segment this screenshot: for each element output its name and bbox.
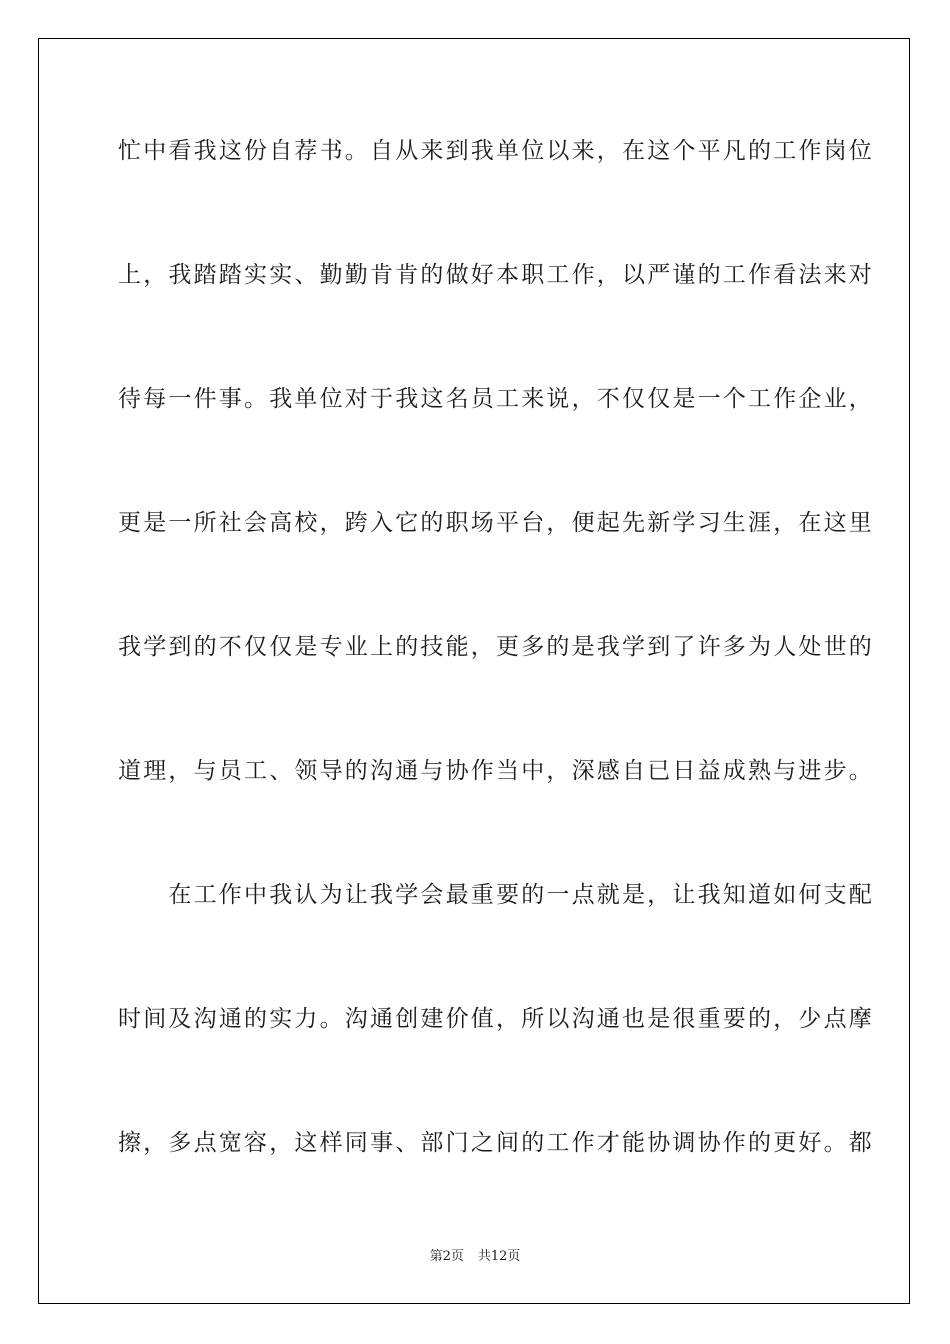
text-line: 在工作中我认为让我学会最重要的一点就是，让我知道如何支配 [118, 882, 874, 908]
page-border [38, 38, 910, 1304]
text-line: 时间及沟通的实力。沟通创建价值，所以沟通也是很重要的，少点摩 [118, 1006, 874, 1032]
text-line: 我学到的不仅仅是专业上的技能，更多的是我学到了许多为人处世的 [118, 634, 874, 660]
text-line: 忙中看我这份自荐书。自从来到我单位以来，在这个平凡的工作岗位 [118, 138, 874, 164]
text-line: 更是一所社会高校，跨入它的职场平台，便起先新学习生涯，在这里 [118, 510, 874, 536]
text-line: 擦，多点宽容，这样同事、部门之间的工作才能协调协作的更好。都 [118, 1130, 874, 1156]
page-total: 共12页 [477, 1249, 521, 1264]
text-line: 待每一件事。我单位对于我这名员工来说，不仅仅是一个工作企业， [118, 386, 874, 412]
text-line: 道理，与员工、领导的沟通与协作当中，深感自已日益成熟与进步。 [118, 758, 874, 784]
text-line: 上，我踏踏实实、勤勤肯肯的做好本职工作，以严谨的工作看法来对 [118, 262, 874, 288]
page-number: 第2页 [429, 1249, 464, 1264]
page-footer [0, 1248, 950, 1266]
